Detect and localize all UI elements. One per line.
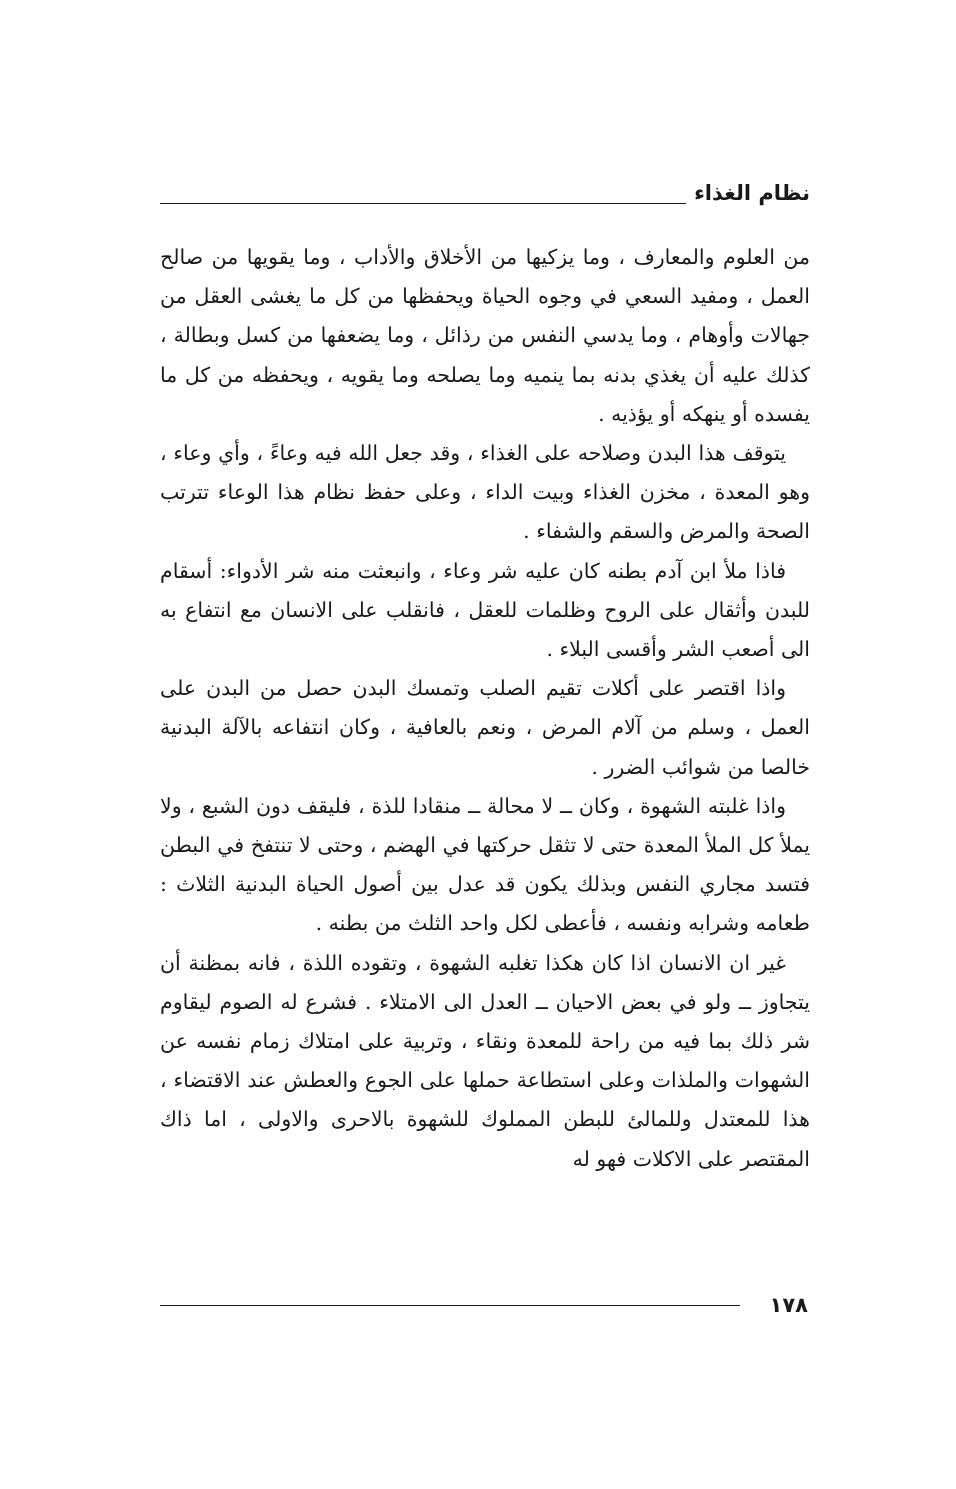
body-text bbox=[160, 238, 810, 1179]
footer-rule bbox=[160, 1305, 740, 1306]
header-rule bbox=[160, 203, 686, 204]
running-header bbox=[160, 176, 810, 216]
paragraph: يتوقف هذا البدن وصلاحه على الغذاء ، وقد جعل الله فيه وعاءً ، وأي وعاء ، وهو المعدة ، مخزن الغذاء وبيت الداء ، وعلى حفظ نظام هذا الوعاء تترتب الصحة والمرض والسقم والشفاء . bbox=[160, 441, 810, 544]
paragraph: غير ان الانسان اذا كان هكذا تغلبه الشهوة ، وتقوده اللذة ، فانه بمظنة أن يتجاوز ــ ولو في بعض الاحيان ــ العدل الى الامتلاء . فشرع له الصوم ليقاوم شر ذلك بما فيه من راحة للمعدة ونقاء ، وتربية على امتلاك زمام نفسه عن الشهوات والملذات وعلى استطاعة حملها على الجوع والعطش عند الاقتضاء ، هذا للمعتدل وللمالئ للبطن المملوك للشهوة بالاحرى والاولى ، اما ذاك المقتصر على الاكلات فهو له bbox=[160, 950, 810, 1171]
paragraph: فاذا ملأ ابن آدم بطنه كان عليه شر وعاء ، وانبعثت منه شر الأدواء: أسقام للبدن وأثقال على الروح وظلمات للعقل ، فانقلب على الانسان مع انتفاع به الى أصعب الشر وأقسى البلاء . bbox=[160, 558, 810, 662]
paragraph: واذا غلبته الشهوة ، وكان ــ لا محالة ــ منقادا للذة ، فليقف دون الشبع ، ولا يملأ كل الملأ المعدة حتى لا تثقل حركتها في الهضم ، وحتى لا تنتفخ في البطن فتسد مجاري النفس وبذلك يكون قد عدل بين أصول الحياة البدنية الثلاث : طعامه وشرابه ونفسه ، فأعطى لكل واحد الثلث من بطنه . bbox=[160, 793, 810, 936]
paragraph: من العلوم والمعارف ، وما يزكيها من الأخلاق والأداب ، وما يقويها من صالح العمل ، ومفيد السعي في وجوه الحياة ويحفظها من كل ما يغشى العقل من جهالات وأوهام ، وما يدسي النفس من رذائل ، وما يضعفها من كسل وبطالة ، كذلك عليه أن يغذي بدنه بما ينميه وما يصلحه وما يقويه ، ويحفظه من كل ما يفسده أو ينهكه أو يؤذيه . bbox=[160, 245, 810, 426]
page-footer bbox=[160, 1290, 810, 1324]
chapter-title: نظام الغذاء bbox=[694, 181, 810, 205]
paragraph: واذا اقتصر على أكلات تقيم الصلب وتمسك البدن حصل من البدن على العمل ، وسلم من آلام المرض ، ونعم بالعافية ، وكان انتفاعه بالآلة البدنية خالصا من شوائب الضرر . bbox=[160, 676, 810, 779]
page-number: ١٧٨ bbox=[769, 1293, 808, 1317]
